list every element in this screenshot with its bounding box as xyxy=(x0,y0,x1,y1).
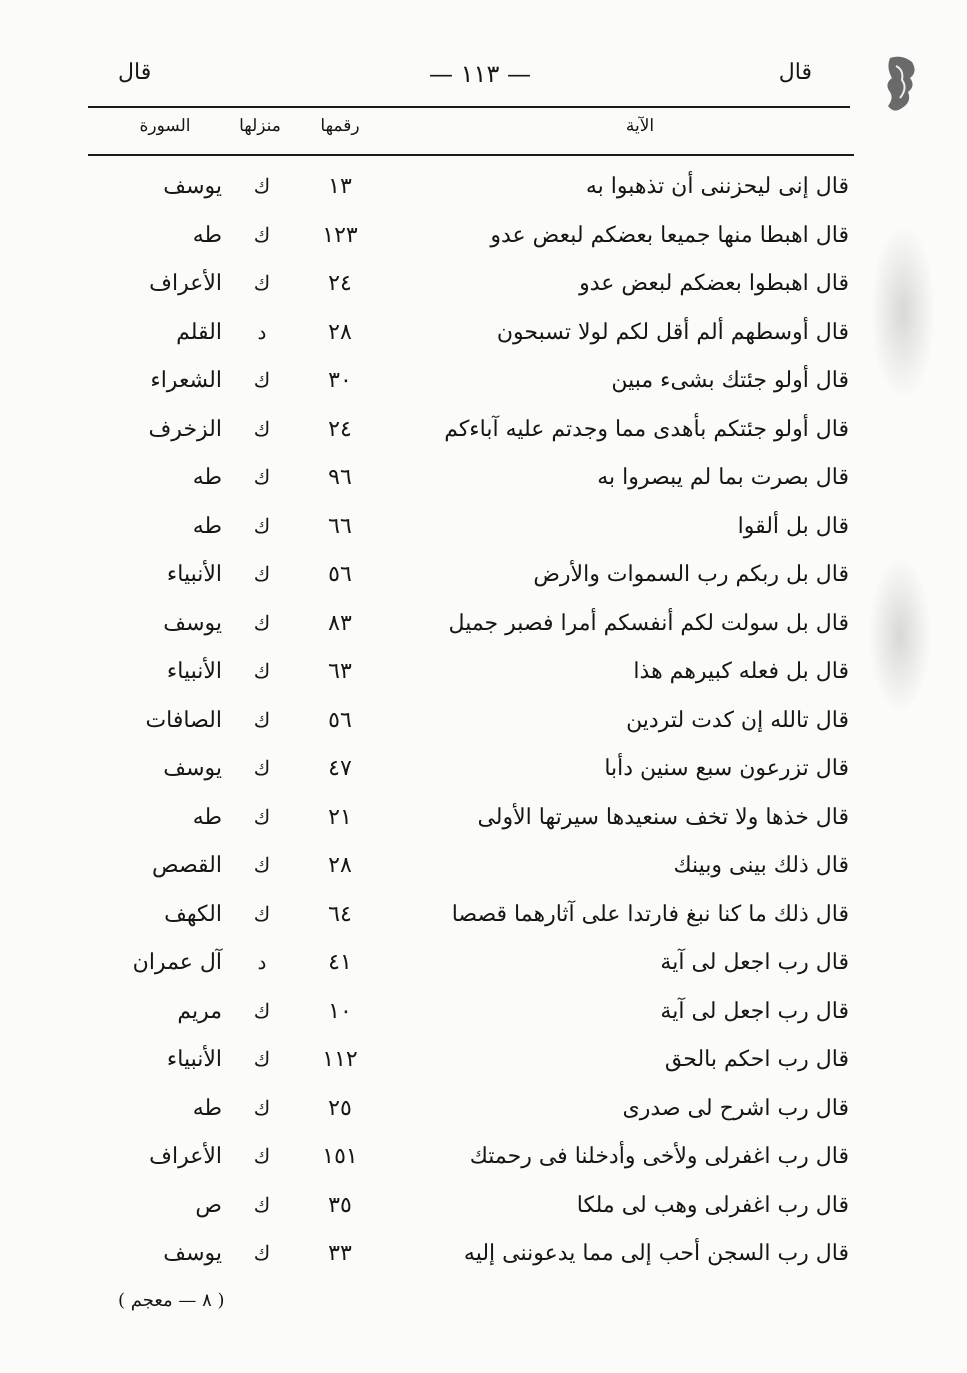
column-header-revelation: منزلها xyxy=(239,116,281,136)
revelation-type: ك xyxy=(253,1241,271,1265)
surah-name: الصافات xyxy=(145,707,222,733)
ayah-text: قال إنى ليحزننى أن تذهبوا به xyxy=(585,174,849,199)
ayah-number: ٦٣ xyxy=(328,659,352,684)
ayah-number: ١٢٣ xyxy=(322,222,358,248)
table-row xyxy=(0,750,967,796)
ayah-number: ٤٧ xyxy=(328,756,352,781)
table-row xyxy=(0,508,967,554)
ayah-number: ٢٤ xyxy=(328,271,352,296)
revelation-type: ك xyxy=(253,998,271,1023)
table-row xyxy=(0,1041,967,1087)
header-right-word: قال xyxy=(778,60,812,85)
surah-name: مريم xyxy=(177,998,222,1024)
ayah-text: قال رب احكم بالحق xyxy=(664,1047,849,1072)
revelation-type: ك xyxy=(253,271,271,295)
ayah-number: ٢٨ xyxy=(328,319,352,345)
table-row xyxy=(0,556,967,602)
ayah-number: ١١٢ xyxy=(322,1047,358,1072)
surah-name: الأنبياء xyxy=(166,562,222,587)
revelation-type: ك xyxy=(253,174,271,198)
revelation-type: ك xyxy=(253,610,271,635)
surah-name: الشعراء xyxy=(150,368,222,393)
table-row xyxy=(0,799,967,845)
table-row xyxy=(0,459,967,505)
table-row xyxy=(0,702,967,748)
ayah-number: ٢١ xyxy=(328,804,352,830)
ayah-number: ٩٦ xyxy=(328,465,352,490)
revelation-type: ك xyxy=(253,562,271,586)
table-row xyxy=(0,653,967,699)
revelation-type: ك xyxy=(253,1095,271,1120)
surah-name: الأنبياء xyxy=(166,659,222,684)
ayah-number: ٣٣ xyxy=(328,1241,352,1266)
surah-name: الزخرف xyxy=(148,416,222,442)
ayah-text: قال رب اغفرلى وهب لى ملكا xyxy=(576,1192,849,1218)
surah-name: طه xyxy=(192,513,222,539)
ayah-number: ١٥١ xyxy=(322,1144,358,1169)
ayah-text: قال رب اجعل لى آية xyxy=(660,998,849,1024)
revelation-type: ك xyxy=(253,1144,271,1168)
ayah-text: قال ذلك ما كنا نبغ فارتدا على آثارهما قصصا xyxy=(451,901,849,927)
surah-name: الأعراف xyxy=(149,1144,222,1169)
revelation-type: ك xyxy=(253,707,271,732)
revelation-type: د xyxy=(257,319,267,344)
ayah-text: قال تزرعون سبع سنين دأبا xyxy=(604,756,849,781)
ayah-number: ٦٦ xyxy=(328,513,352,539)
surah-name: القلم xyxy=(176,319,222,345)
ayah-number: ٥٦ xyxy=(328,562,352,587)
ayah-number: ١٣ xyxy=(328,174,352,199)
ayah-number: ٢٥ xyxy=(328,1095,352,1121)
table-row xyxy=(0,605,967,651)
revelation-type: ك xyxy=(253,513,271,538)
ayah-text: قال بل سولت لكم أنفسكم أمرا فصبر جميل xyxy=(448,610,849,636)
ayah-text: قال تالله إن كدت لتردين xyxy=(626,707,849,733)
surah-name: طه xyxy=(192,222,222,248)
page-footer: ( ٨ — معجم ) xyxy=(118,1290,225,1311)
page-number: — ١١٣ — xyxy=(429,60,531,88)
revelation-type: ك xyxy=(253,1192,271,1217)
table-row xyxy=(0,1138,967,1184)
revelation-type: ك xyxy=(253,853,271,877)
ayah-text: قال رب اجعل لى آية xyxy=(660,950,849,975)
table-row xyxy=(0,362,967,408)
column-header-surah: السورة xyxy=(139,116,191,136)
ayah-number: ١٠ xyxy=(328,998,352,1024)
surah-name: القصص xyxy=(152,853,222,878)
table-row xyxy=(0,1235,967,1281)
table-row xyxy=(0,265,967,311)
ayah-number: ٣٥ xyxy=(328,1192,352,1218)
revelation-type: ك xyxy=(253,222,271,247)
revelation-type: د xyxy=(257,950,267,974)
revelation-type: ك xyxy=(253,416,271,441)
ayah-text: قال رب السجن أحب إلى مما يدعوننى إليه xyxy=(463,1241,849,1266)
ayah-number: ٣٠ xyxy=(328,368,352,393)
revelation-type: ك xyxy=(253,1047,271,1071)
ayah-text: قال رب اشرح لى صدرى xyxy=(622,1095,849,1121)
column-header-ayah: الآية xyxy=(625,116,655,136)
revelation-type: ك xyxy=(253,756,271,780)
ayah-text: قال أولو جئتك بشىء مبين xyxy=(611,368,849,393)
revelation-type: ك xyxy=(253,901,271,926)
surah-name: يوسف xyxy=(163,610,222,636)
header-left-word: قال xyxy=(118,60,152,85)
surah-name: الكهف xyxy=(164,901,222,927)
revelation-type: ك xyxy=(253,804,271,829)
ayah-text: قال اهبطوا بعضكم لبعض عدو xyxy=(579,271,849,296)
table-row xyxy=(0,168,967,214)
ayah-number: ٢٤ xyxy=(328,416,352,442)
surah-name: يوسف xyxy=(163,174,222,199)
surah-name: يوسف xyxy=(163,1241,222,1266)
surah-name: طه xyxy=(192,804,222,830)
page-header xyxy=(0,52,967,102)
ayah-text: قال رب اغفرلى ولأخى وأدخلنا فى رحمتك xyxy=(469,1144,849,1169)
table-row xyxy=(0,1090,967,1136)
ayah-number: ٨٣ xyxy=(328,610,352,636)
ayah-text: قال ذلك بينى وبينك xyxy=(673,853,849,878)
revelation-type: ك xyxy=(253,659,271,683)
surah-name: يوسف xyxy=(163,756,222,781)
ayah-text: قال بصرت بما لم يبصروا به xyxy=(597,465,849,490)
ayah-text: قال أولو جئتكم بأهدى مما وجدتم عليه آباءكم xyxy=(444,416,849,442)
ayah-text: قال خذها ولا تخف سنعيدها سيرتها الأولى xyxy=(477,804,849,830)
table-row xyxy=(0,314,967,360)
table-row xyxy=(0,1187,967,1233)
table-row xyxy=(0,944,967,990)
revelation-type: ك xyxy=(253,465,271,489)
table-row xyxy=(0,896,967,942)
table-row xyxy=(0,993,967,1039)
ayah-text: قال بل ألقوا xyxy=(737,513,849,539)
ayah-text: قال بل فعله كبيرهم هذا xyxy=(633,659,849,684)
ayah-number: ٦٤ xyxy=(328,901,352,927)
header-rule xyxy=(88,106,850,108)
ayah-text: قال أوسطهم ألم أقل لكم لولا تسبحون xyxy=(496,319,849,345)
table-header-rule xyxy=(88,154,854,156)
surah-name: الأنبياء xyxy=(166,1047,222,1072)
ayah-text: قال اهبطا منها جميعا بعضكم لبعض عدو xyxy=(490,222,849,248)
ayah-number: ٥٦ xyxy=(328,707,352,733)
revelation-type: ك xyxy=(253,368,271,392)
surah-name: طه xyxy=(192,465,222,490)
ayah-number: ٢٨ xyxy=(328,853,352,878)
ayah-number: ٤١ xyxy=(328,950,352,975)
table-row xyxy=(0,217,967,263)
table-row xyxy=(0,411,967,457)
surah-name: طه xyxy=(192,1095,222,1121)
table-row xyxy=(0,847,967,893)
column-header-number: رقمها xyxy=(320,116,360,136)
ayah-text: قال بل ربكم رب السموات والأرض xyxy=(533,562,849,587)
surah-name: ص xyxy=(195,1192,222,1218)
surah-name: آل عمران xyxy=(132,950,222,975)
surah-name: الأعراف xyxy=(149,271,222,296)
